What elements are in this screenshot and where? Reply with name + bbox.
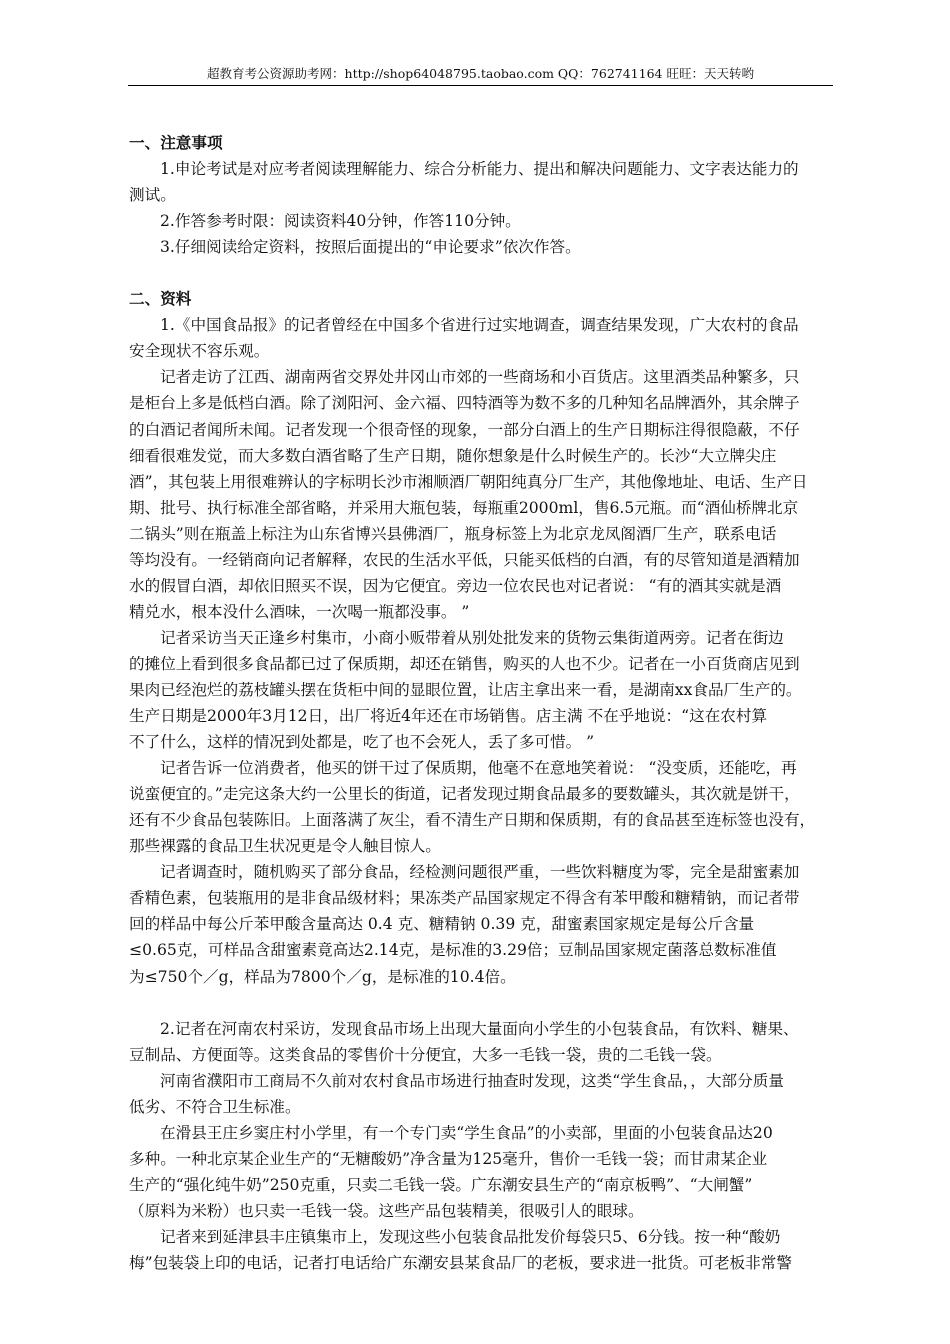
paragraph-line: 酒”，其包装上用很难辨认的字标明长沙市湘顺酒厂朝阳纯真分厂生产，其他像地址、电话、生产日 (129, 472, 808, 491)
paragraph-line: 在滑县王庄乡窦庄村小学里，有一个专门卖“学生食品”的小卖部，里面的小包装食品达20 (160, 1123, 773, 1142)
paragraph-line: 2.记者在河南农村采访，发现食品市场上出现大量面向小学生的小包装食品，有饮料、糖果、 (160, 1019, 799, 1038)
paragraph-line: 低劣、不符合卫生标准。 (129, 1097, 301, 1116)
paragraph-line: 香精色素，包装瓶用的是非食品级材料；果冻类产品国家规定不得含有苯甲酸和糖精钠，而记者带 (129, 889, 800, 908)
paragraph-line: 梅”包装袋上印的电话，记者打电话给广东潮安县某食品厂的老板，要求进一批货。可老板非常警 (129, 1254, 792, 1273)
blank-line (129, 260, 834, 286)
paragraph-line: 细看很难发觉，而大多数白酒省略了生产日期，随你想象是什么时候生产的。长沙“大立牌尖庄 (129, 446, 777, 465)
paragraph-line: 还有不少食品包装陈旧。上面落满了灰尘，看不清生产日期和保质期，有的食品甚至连标签也没有， (129, 811, 816, 830)
paragraph-line: 说蛮便宜的。”走完这条大约一公里长的街道，记者发现过期食品最多的要数罐头，其次就是饼干， (129, 785, 800, 804)
paragraph-line: 回的样品中每公斤苯甲酸含量高达 0.4 克、糖精钠 0.39 克，甜蜜素国家规定是每公斤含量 (129, 915, 755, 934)
paragraph-line: 生产的“强化纯牛奶”250克重，只卖二毛钱一袋。广东潮安县生产的“南京板鸭”、“大闸蟹” (129, 1175, 753, 1194)
section-heading: 一、注意事项 (129, 133, 223, 152)
page-header: 超教育考公资源助考网：http://shop64048795.taobao.com QQ：762741164 旺旺：天天转哟 (207, 66, 754, 81)
blank-line (129, 990, 834, 1016)
paragraph-line: 记者走访了江西、湖南两省交界处井冈山市郊的一些商场和小百货店。这里酒类品种繁多，只 (160, 368, 800, 387)
document-body (129, 130, 834, 1276)
paragraph-line: 2.作答参考时限：阅读资料40分钟，作答110分钟。 (160, 212, 521, 231)
paragraph-line: 不了什么，这样的情况到处都是，吃了也不会死人，丢了多可惜。 ” (129, 733, 595, 752)
paragraph-line: 多种。一种北京某企业生产的“无糖酸奶”净含量为125毫升，售价一毛钱一袋；而甘肃某企业 (129, 1149, 768, 1168)
paragraph-line: 1.申论考试是对应考者阅读理解能力、综合分析能力、提出和解决问题能力、文字表达能力的 (160, 160, 799, 179)
paragraph-line: 二锅头”则在瓶盖上标注为山东省博兴县佛酒厂，瓶身标签上为北京龙凤阁酒厂生产，联系电话 (129, 524, 777, 543)
paragraph-line: 河南省濮阳市工商局不久前对农村食品市场进行抽查时发现，这类“学生食品，，大部分质量 (160, 1071, 784, 1090)
paragraph-line: 记者采访当天正逢乡村集市，小商小贩带着从别处批发来的货物云集街道两旁。记者在街边 (160, 628, 784, 647)
paragraph-line: （原料为米粉）也只卖一毛钱一袋。这些产品包装精美，很吸引人的眼球。 (129, 1201, 644, 1220)
paragraph-line: 为≤750个／g，样品为7800个／g，是标准的10.4倍。 (129, 967, 516, 986)
paragraph-line: 安全现状不容乐观。 (129, 342, 270, 361)
paragraph-line: 的摊位上看到很多食品都已过了保质期，却还在销售，购买的人也不少。记者在一小百货商店见到 (129, 654, 800, 673)
paragraph-line: 果肉已经泡烂的荔枝罐头摆在货柜中间的显眼位置，让店主拿出来一看，是湖南xx食品厂生产的。 (129, 680, 802, 699)
paragraph-line: 水的假冒白酒，却依旧照买不误，因为它便宜。旁边一位农民也对记者说： “有的酒其实就是酒 (129, 576, 782, 595)
paragraph-line: 豆制品、方便面等。这类食品的零售价十分便宜，大多一毛钱一袋，贵的二毛钱一袋。 (129, 1045, 722, 1064)
section-heading: 二、资料 (129, 289, 192, 309)
paragraph-line: 生产日期是2000年3月12日，出厂将近4年还在市场销售。店主满 不在乎地说：“这在农村算 (129, 707, 768, 726)
paragraph-line: 3.仔细阅读给定资料，按照后面提出的“申论要求”依次作答。 (160, 238, 581, 257)
paragraph-line: 的白酒记者闻所未闻。记者发现一个很奇怪的现象，一部分白酒上的生产日期标注得很隐蔽，不仔 (129, 420, 800, 439)
paragraph-line: 1.《中国食品报》的记者曾经在中国多个省进行过实地调查，调查结果发现，广大农村的食品 (160, 316, 799, 335)
paragraph-line: 精兑水，根本没什么酒味，一次喝一瓶都没事。 ” (129, 602, 470, 621)
header-rule (128, 85, 833, 86)
paragraph-line: 那些裸露的食品卫生状况更是令人触目惊人。 (129, 837, 441, 856)
paragraph-line: 记者告诉一位消费者，他买的饼干过了保质期，他毫不在意地笑着说： “没变质，还能吃，再 (160, 759, 797, 778)
paragraph-line: 记者调查时，随机购买了部分食品，经检测问题很严重，一些饮料糖度为零，完全是甜蜜素加 (160, 863, 800, 882)
paragraph-line: 等均没有。一经销商向记者解释，农民的生活水平低，只能买低档的白酒，有的尽管知道是酒精加 (129, 550, 800, 569)
paragraph-line: 期、批号、执行标准全部省略，并采用大瓶包装，每瓶重2000ml，售6.5元瓶。而“酒仙桥牌北京 (129, 498, 799, 517)
paragraph-line: 测试。 (129, 186, 176, 205)
paragraph-line: ≤0.65克，可样品含甜蜜素竟高达2.14克，是标准的3.29倍；豆制品国家规定菌落总数标准值 (129, 941, 777, 960)
paragraph-line: 是柜台上多是低档白酒。除了浏阳河、金六福、四特酒等为数不多的几种知名品牌酒外，其余牌子 (129, 394, 800, 413)
paragraph-line: 记者来到延津县丰庄镇集市上，发现这些小包装食品批发价每袋只5、6分钱。按一种“酸奶 (160, 1227, 781, 1246)
